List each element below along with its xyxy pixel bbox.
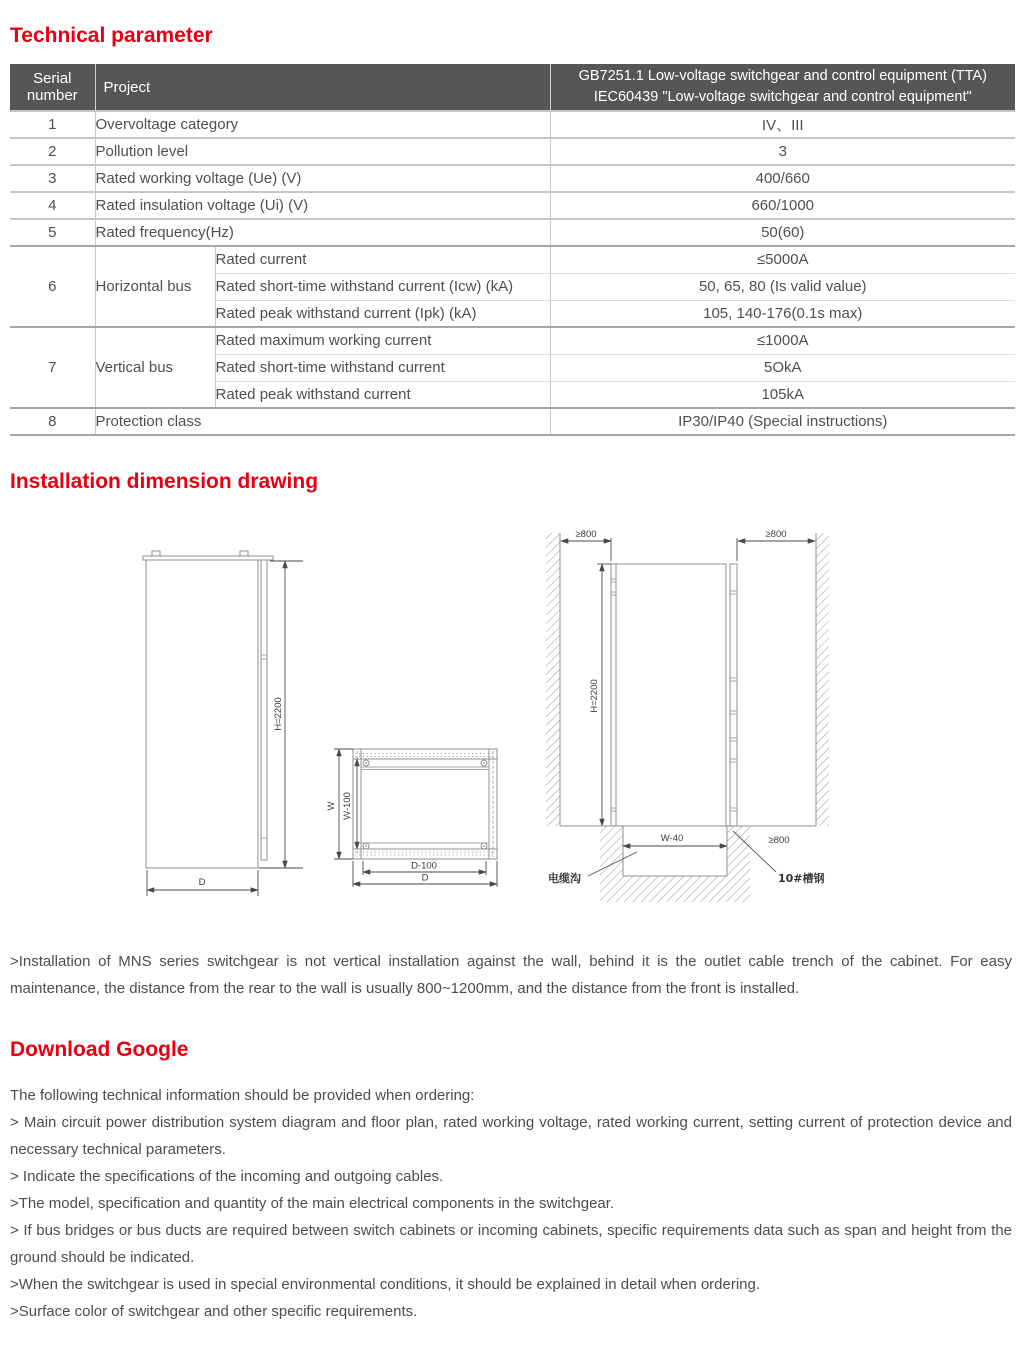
cell-serial: 2 [10,138,95,165]
cell-value: 660/1000 [550,192,1015,219]
table-row [10,138,1015,165]
cell-subitem: Rated short-time withstand current [215,354,550,381]
section-title-installation: Installation dimension drawing [10,470,319,493]
header-standard-line1: GB7251.1 Low-voltage switchgear and control equipment (TTA) [578,68,987,84]
dim-label-top-width-minus: W-100 [342,792,353,820]
ordering-item: >Surface color of switchgear and other specific requirements. [10,1303,418,1320]
table-row [10,219,1015,246]
cell-value: ≤1000A [550,327,1015,354]
cell-value: 105kA [550,381,1015,408]
table-row [10,111,1015,138]
ordering-item: > Indicate the specifications of the incoming and outgoing cables. [10,1168,444,1185]
cell-serial: 5 [10,219,95,246]
cell-project: Overvoltage category [95,111,550,138]
cell-subitem: Rated peak withstand current [215,381,550,408]
dim-label-front-height: H=2200 [273,697,284,731]
table-row [10,327,1015,354]
right-wall-hatch [816,533,829,826]
lifting-lug-icon [240,551,248,556]
cell-serial: 3 [10,165,95,192]
cell-subitem: Rated short-time withstand current (Icw) (kA) [215,273,550,300]
dim-label-install-height: H=2200 [589,679,600,713]
cell-serial: 1 [48,116,57,133]
cell-serial: 6 [10,246,95,327]
table-row [10,192,1015,219]
header-standard [550,64,1015,111]
technical-parameter-table [10,64,1015,436]
cabinet-top-plate [143,556,273,560]
cabinet-front-view [143,551,303,896]
cell-project: Rated working voltage (Ue) (V) [95,165,550,192]
cell-value: ≤5000A [550,246,1015,273]
wall-clearance-view [546,529,829,902]
dim-label-rear-clearance: ≥800 [768,835,790,846]
dim-label-left-clearance: ≥800 [575,529,597,540]
cell-group-label: Horizontal bus [95,246,215,327]
cell-value: 3 [550,138,1015,165]
dim-label-top-depth-minus: D-100 [411,860,437,872]
cell-serial: 8 [10,408,95,435]
cabinet-top-view [326,749,497,887]
label-cable-trench: 电缆沟 [548,872,581,885]
cell-project: Rated frequency(Hz) [95,219,550,246]
dim-label-top-width: W [326,801,337,811]
lifting-lug-icon [152,551,160,556]
left-wall-hatch [546,533,560,826]
dim-label-front-depth: D [198,877,206,888]
corner-screw-icon [363,760,487,849]
rear-rail-joints [730,591,737,811]
table-row [10,165,1015,192]
cell-value: 105, 140-176(0.1s max) [550,300,1015,327]
cell-value: 400/660 [550,165,1015,192]
cabinet-side [616,564,726,826]
section-title-download: Download Google [10,1038,189,1061]
ordering-info [10,1082,1012,1325]
installation-note: >Installation of MNS series switchgear is not vertical installation against the wall, behind it is the outlet cable trench of the cabinet. For easy maintenance, the distance from the rear to the wall is usually 800~1200mm, and the distance from the front is installed. [10,953,1012,997]
cell-value: 5OkA [550,354,1015,381]
dim-label-top-depth: D [421,872,429,884]
ordering-item: >When the switchgear is used in special environmental conditions, it should be explained in detail when ordering. [10,1276,761,1293]
table-header-row [10,64,1015,111]
front-panel-strip [611,564,616,826]
installation-dimension-drawing [0,516,1022,916]
cell-project: Pollution level [95,138,550,165]
cabinet-body [146,560,258,868]
cell-value: IP30/IP40 (Special instructions) [550,408,1015,435]
front-panel-joints [611,579,616,811]
cell-group-label: Vertical bus [95,327,215,408]
header-standard-line2: IEC60439 "Low-voltage switchgear and control equipment" [593,89,972,105]
header-project: Project [95,64,550,111]
dim-label-trench-width: W-40 [660,833,684,844]
dim-label-right-clearance: ≥800 [765,529,787,540]
cell-value: 50, 65, 80 (Is valid value) [550,273,1015,300]
ordering-item: > Main circuit power distribution system diagram and floor plan, rated working voltage, rated working current, setting current of protection device and necessary technical parameters. [10,1114,1012,1158]
cell-subitem: Rated current [215,246,550,273]
cabinet-side-panel [261,560,267,860]
rear-rail-strip [730,564,737,826]
cell-value: 50(60) [550,219,1015,246]
cell-project: Rated insulation voltage (Ui) (V) [95,192,550,219]
cell-serial: 4 [10,192,95,219]
table-row [10,246,1015,273]
cell-subitem: Rated maximum working current [215,327,550,354]
cell-serial: 7 [10,327,95,408]
ordering-item: > If bus bridges or bus ducts are required between switch cabinets or incoming cabinets, specific requirements data such as span and height from the ground should be indicated. [10,1222,1012,1266]
cell-value: IV、III [550,111,1015,138]
ordering-intro: The following technical information should be provided when ordering: [10,1087,475,1104]
cell-project: Protection class [95,408,550,435]
ordering-item: >The model, specification and quantity of the main electrical components in the switchgear. [10,1195,615,1212]
table-row [10,408,1015,435]
label-channel-steel: 10#槽钢 [778,872,825,885]
page-title: Technical parameter [10,24,213,47]
header-serial-number: Serial number [10,64,95,111]
cell-subitem: Rated peak withstand current (Ipk) (kA) [215,300,550,327]
